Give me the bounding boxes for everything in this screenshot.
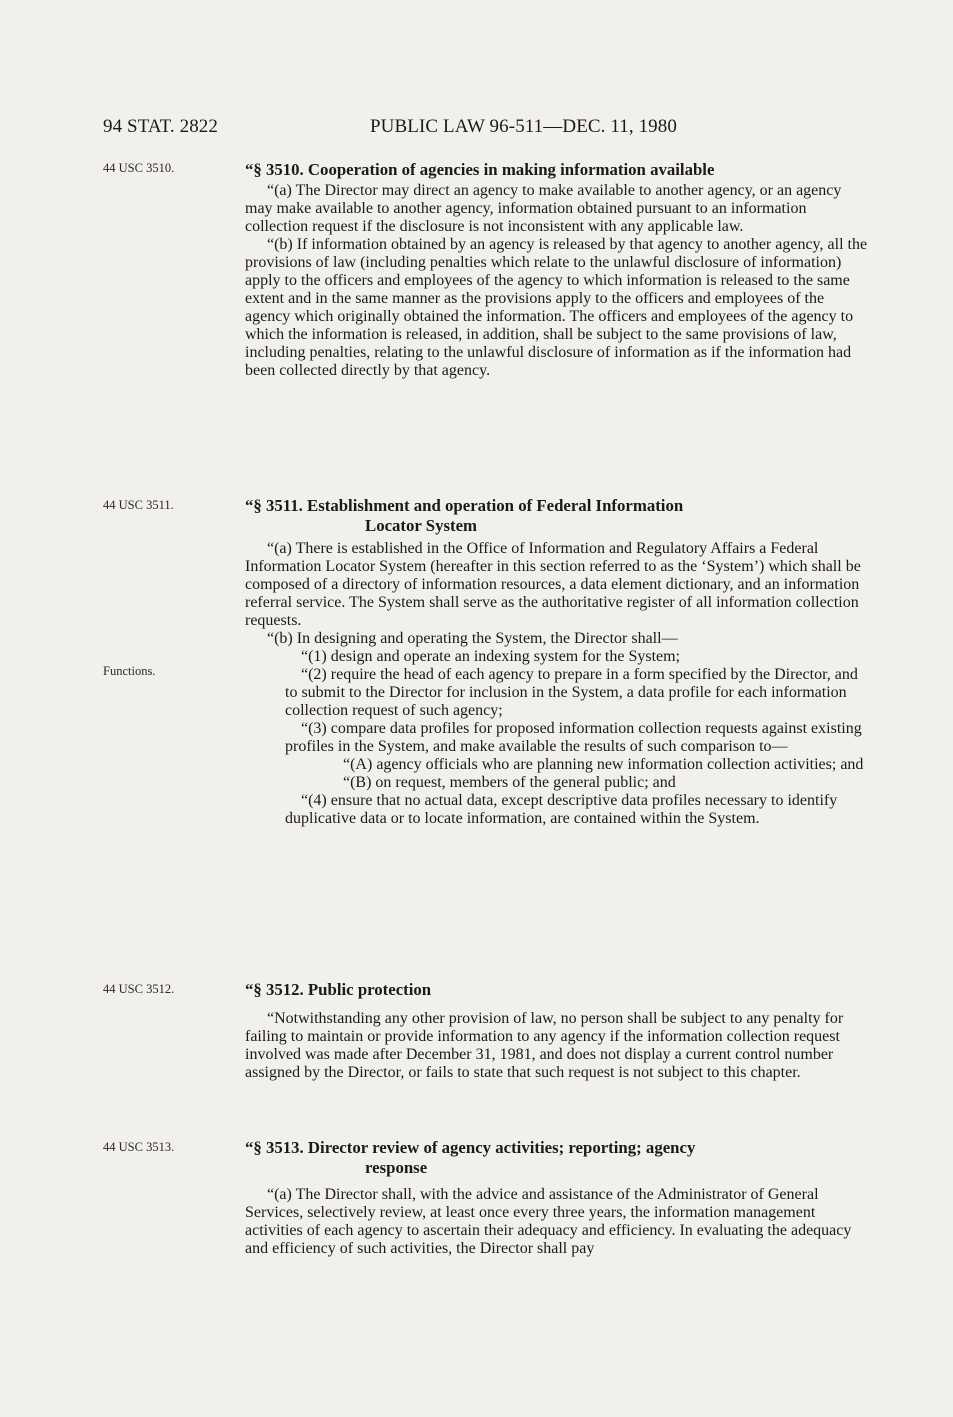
section-heading [245,1138,868,1178]
heading-line: Locator System [365,516,478,535]
list-item: “(3) compare data profiles for proposed information collection requests against existing profiles in the System, and make available the results of such comparison to— [285,720,862,755]
section-heading [245,496,868,536]
heading-line: response [365,1158,428,1177]
section-heading: “§ 3512. Public protection [245,980,432,999]
sub-list-item [245,756,868,774]
section-3513 [245,1138,868,1258]
sub-list-text: “(A) agency officials who are planning new information collection activities; and [343,756,864,773]
list-item: “(2) require the head of each agency to prepare in a form specified by the Director, and to submit to the Director for inclusion in the System, a data profile for each information collection request of such agency; [285,666,858,719]
heading-line: “§ 3513. Director review of agency activities; reporting; agency [245,1138,696,1157]
paragraph: “(a) There is established in the Office of Information and Regulatory Affairs a Federal Information Locator System (hereafter in this section referred to as the ‘System’) which shall be composed of a directory of information resources, a data element dictionary, and an information referral service. The System shall serve as the authoritative register of all information collection requests. [245,540,861,629]
running-header: PUBLIC LAW 96-511—DEC. 11, 1980 [370,116,677,137]
heading-line: “§ 3511. Establishment and operation of Federal Information [245,496,684,515]
margin-note-3513: 44 USC 3513. [103,1140,175,1154]
section-heading: “§ 3510. Cooperation of agencies in making information available [245,160,715,179]
paragraph: “(a) The Director shall, with the advice and assistance of the Administrator of General Services, selectively review, at least once every three years, the information management activities of each agency to ascertain their adequacy and efficiency. In evaluating the adequacy and efficiency of such activities, the Director shall pay [245,1186,852,1257]
list-item: “(1) design and operate an indexing system for the System; [301,648,681,665]
section-3511 [245,496,868,828]
margin-note-functions: Functions. [103,664,156,678]
sub-list-item: “(B) on request, members of the general public; and [343,774,676,791]
paragraph: “(a) The Director may direct an agency to make available to another agency, or an agency may make available to another agency, information obtained pursuant to an information collection request if the disclosure is not inconsistent with any applicable law. [245,182,842,235]
list-item: “(4) ensure that no actual data, except descriptive data profiles necessary to identify duplicative data or to locate information, are contained within the System. [285,792,838,827]
paragraph: “Notwithstanding any other provision of law, no person shall be subject to any penalty for failing to maintain or provide information to any agency if the information collection request involved was made after December 31, 1981, and does not display a current control number assigned by the Director, or fails to state that such request is not subject to this chapter. [245,1010,844,1081]
margin-note-3512: 44 USC 3512. [103,982,175,996]
section-3512 [245,980,868,1082]
paragraph: “(b) In designing and operating the System, the Director shall— [267,630,678,647]
margin-note-3510: 44 USC 3510. [103,161,175,175]
section-3510 [245,160,868,380]
page-stat-citation: 94 STAT. 2822 [103,116,219,137]
paragraph: “(b) If information obtained by an agency is released by that agency to another agency, all the provisions of law (including penalties which relate to the unlawful disclosure of information) apply to the officers and employees of the agency to which information is released to the same extent and in the same manner as the provisions apply to the officers and employees of the agency which originally obtained the information. The officers and employees of the agency to which the information is released, in addition, shall be subject to the same provisions of law, including penalties, relating to the unlawful disclosure of information as if the information had been collected directly by that agency. [245,236,868,379]
margin-note-3511: 44 USC 3511. [103,498,174,512]
